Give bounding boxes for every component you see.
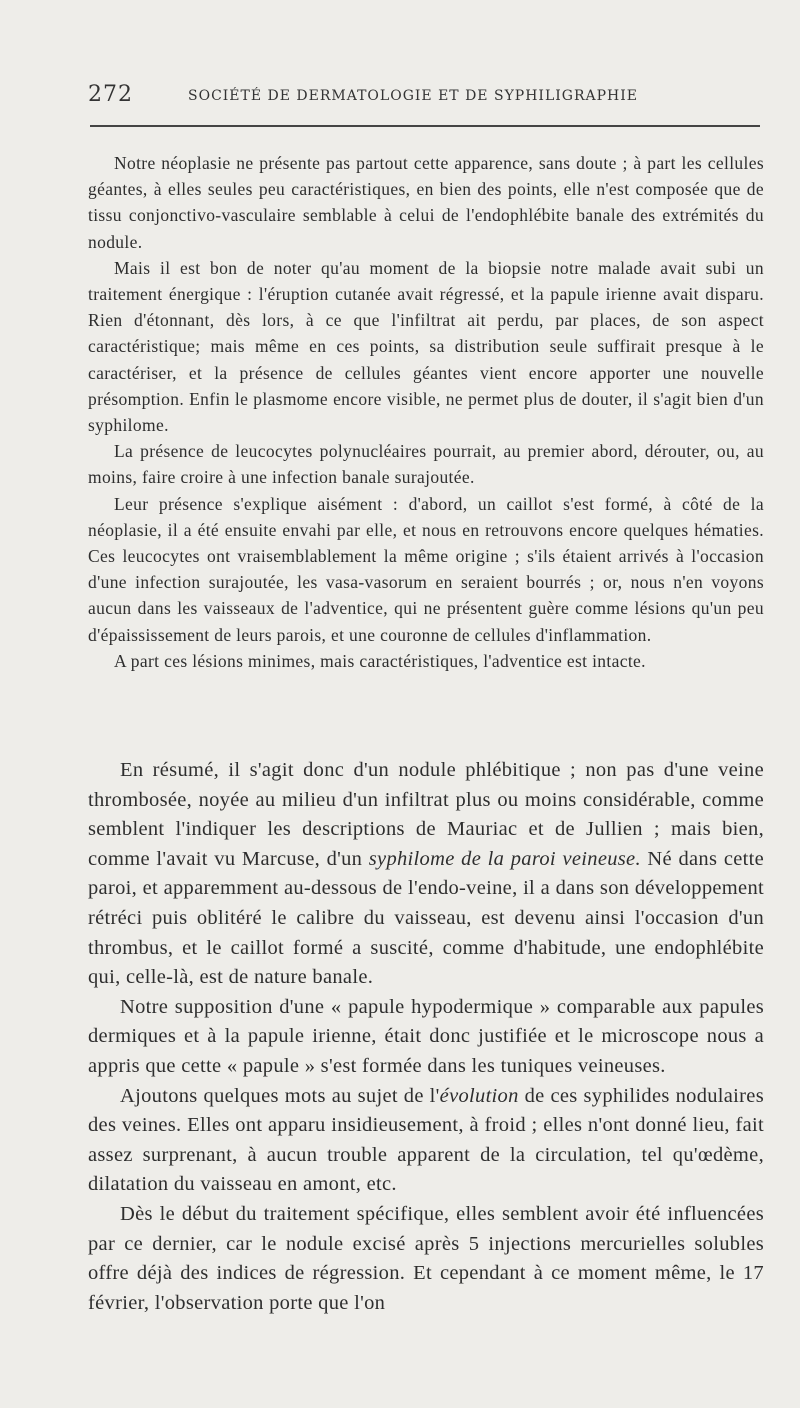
small-print-section [88, 150, 764, 674]
paragraph: Notre néoplasie ne présente pas partout cette apparence, sans doute ; à part les cellules géantes, à elles seules peu caractéristiques, en bien des points, elle n'est composée que de tissu conjonctivo-vasculaire semblable à celui de l'endophlébite banale des extrémités du nodule. [88, 153, 764, 252]
italic-term: syphilome de la paroi veineuse. [368, 847, 641, 870]
text-run: de ces syphilides nodulaires des veines. Elles ont apparu insidieusement, à froid ; elles n'ont donné lieu, fait assez surprenant, à aucun trouble apparent de la circulation, tel qu'œdème, dilatation du vaisseau en amont, etc. [88, 1084, 764, 1196]
italic-term: évolution [439, 1084, 519, 1107]
paragraph: A part ces lésions minimes, mais caractéristiques, l'adventice est intacte. [114, 650, 646, 671]
main-text-section [88, 756, 764, 1318]
paragraph-supposition: Notre supposition d'une « papule hypodermique » comparable aux papules dermiques et à la papule irienne, était donc justifiée et le microscope nous a appris que cette « papule » s'est formée dans les tuniques veineuses. [88, 995, 764, 1077]
paragraph-summary [88, 756, 764, 993]
paragraph-treatment: Dès le début du traitement spécifique, elles semblent avoir été influencées par ce dernier, car le nodule excisé après 5 injections mercurielles solubles offre déjà des indices de régression. Et cependant à ce moment même, le 17 février, l'observation porte que l'on [88, 1202, 764, 1314]
paragraph: Mais il est bon de noter qu'au moment de la biopsie notre malade avait subi un traitement énergique : l'éruption cutanée avait régressé, et la papule irienne avait disparu. Rien d'étonnant, dès lors, à ce que l'infiltrat ait perdu, par places, de son aspect caractéristique; mais même en ces points, sa distribution seule suffirait presque à le caractériser, et la présence de cellules géantes vient encore apporter une nouvelle présomption. Enfin le plasmome encore visible, ne permet plus de douter, il s'agit bien d'un syphilome. [88, 257, 764, 436]
running-title: SOCIÉTÉ DE DERMATOLOGIE ET DE SYPHILIGRAPHIE [188, 88, 639, 104]
paragraph: La présence de leucocytes polynucléaires pourrait, au premier abord, dérouter, ou, au moins, faire croire à une infection banale surajoutée. [88, 441, 764, 488]
paragraph: Leur présence s'explique aisément : d'abord, un caillot s'est formé, à côté de la néoplasie, il a été ensuite envahi par elle, et nous en retrouvons encore quelques hématies. Ces leucocytes ont vraisemblablement la même origine ; s'ils étaient arrivés à l'occasion d'une infection surajoutée, les vasa-vasorum en seraient bourrés ; or, nous n'en voyons aucun dans les vaisseaux de l'adventice, qui ne présentent guère comme lésions qu'un peu d'épaississement de leurs parois, et une couronne de cellules d'inflammation. [88, 493, 764, 645]
text-run: Né dans cette paroi, et apparemment au-dessous de l'endo-veine, il a dans son développement rétréci puis oblitéré le calibre du vaisseau, est devenu ainsi l'occasion d'un thrombus, et le caillot formé a suscité, comme d'habitude, une endophlébite qui, celle-là, est de nature banale. [88, 847, 765, 989]
header-rule [90, 125, 760, 127]
page-number: 272 [88, 82, 133, 107]
page-header [88, 82, 768, 114]
text-run: En résumé, il s'agit donc d'un nodule phlébitique ; non pas d'une veine thrombosée, noyée au milieu d'un infiltrat plus ou moins considérable, comme semblent l'indiquer les descriptions de Mauriac et de Jullien ; mais bien, comme l'avait vu Marcuse, d'un [88, 759, 764, 870]
text-run: Ajoutons quelques mots au sujet de l' [120, 1084, 440, 1107]
paragraph-evolution [88, 1082, 764, 1200]
